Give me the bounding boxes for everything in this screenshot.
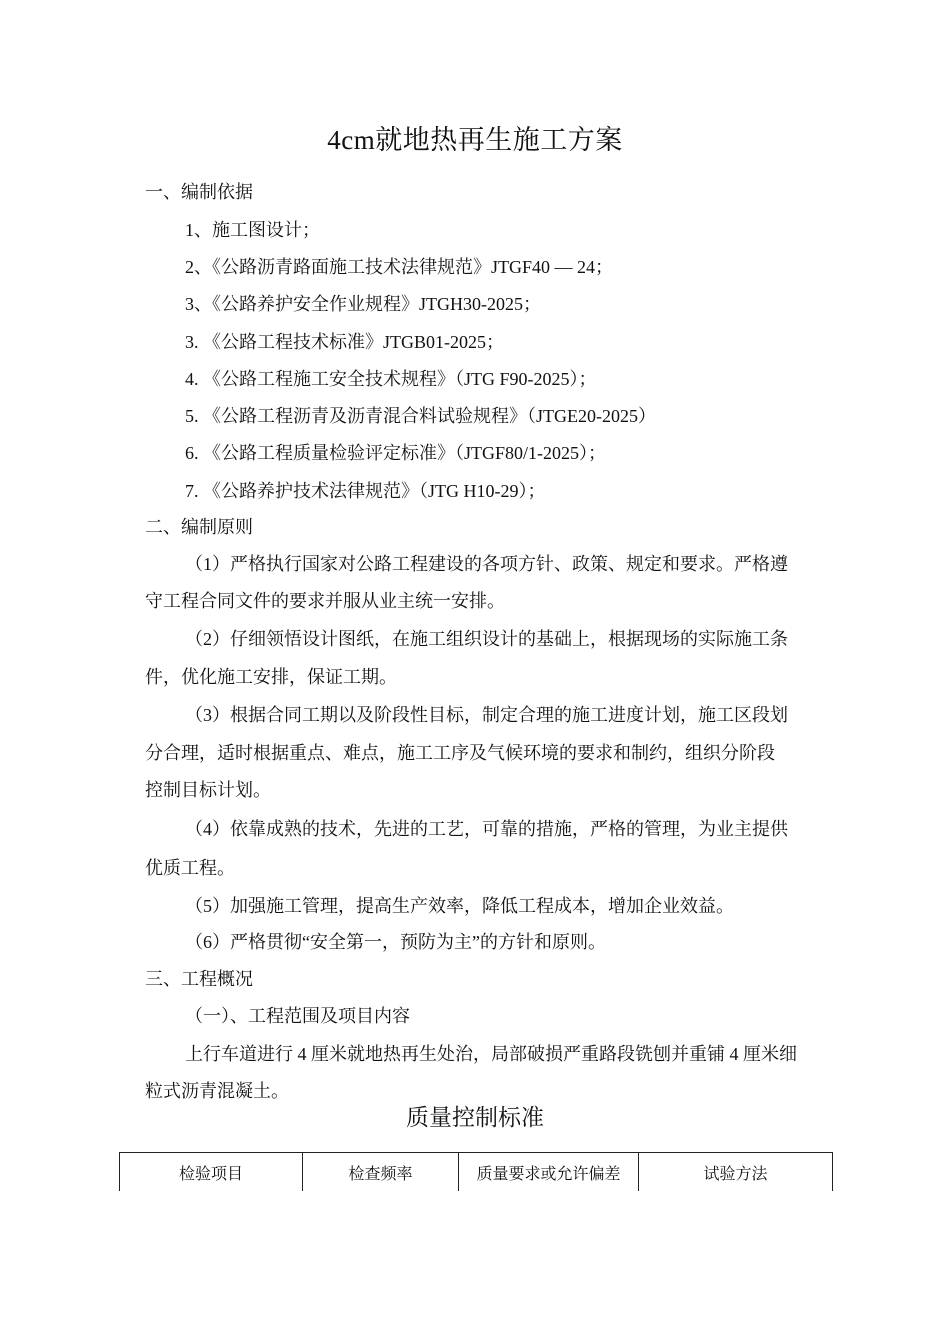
quality-control-table — [119, 1152, 833, 1191]
basis-item-2: 2、《公路沥青路面施工技术法律规范》JTGF40 — 24； — [185, 257, 614, 277]
principle-3-line-1: （3）根据合同工期以及阶段性目标，制定合理的施工进度计划，施工区段划 — [185, 705, 788, 725]
principle-4-line-1: （4）依靠成熟的技术，先进的工艺，可靠的措施，严格的管理，为业主提供 — [185, 819, 788, 839]
section-heading-principles: 二、编制原则 — [145, 517, 253, 537]
overview-subheading-scope: （一）、工程范围及项目内容 — [185, 1006, 410, 1026]
basis-item-7: 6. 《公路工程质量检验评定标准》（JTGF80/1-2025）； — [185, 443, 607, 463]
header-inspection-frequency: 检查频率 — [303, 1153, 459, 1192]
principle-2-line-2: 件，优化施工安排，保证工期。 — [145, 667, 397, 687]
basis-item-6: 5. 《公路工程沥青及沥青混合料试验规程》（JTGE20-2025） — [185, 406, 656, 426]
basis-item-3: 3、《公路养护安全作业规程》JTGH30-2025； — [185, 294, 541, 314]
basis-item-8: 7. 《公路养护技术法律规范》（JTG H10-29）； — [185, 481, 546, 501]
header-quality-requirement: 质量要求或允许偏差 — [459, 1153, 639, 1192]
section-heading-basis: 一、编制依据 — [145, 182, 253, 202]
principle-5: （5）加强施工管理，提高生产效率，降低工程成本，增加企业效益。 — [185, 896, 734, 916]
principle-2-line-1: （2）仔细领悟设计图纸，在施工组织设计的基础上，根据现场的实际施工条 — [185, 629, 788, 649]
principle-1-line-2: 守工程合同文件的要求并服从业主统一安排。 — [145, 591, 505, 611]
basis-item-5: 4. 《公路工程施工安全技术规程》（JTG F90-2025）； — [185, 369, 597, 389]
principle-3-line-2: 分合理，适时根据重点、难点，施工工序及气候环境的要求和制约，组织分阶段 — [145, 743, 775, 763]
table-title: 质量控制标准 — [406, 1105, 544, 1130]
principle-4-line-2: 优质工程。 — [145, 858, 235, 878]
principle-3-line-3: 控制目标计划。 — [145, 780, 271, 800]
header-inspection-item: 检验项目 — [120, 1153, 303, 1192]
header-test-method: 试验方法 — [639, 1153, 833, 1192]
principle-6: （6）严格贯彻“安全第一，预防为主”的方针和原则。 — [185, 932, 606, 952]
principle-1-line-1: （1）严格执行国家对公路工程建设的各项方针、政策、规定和要求。严格遵 — [185, 554, 788, 574]
section-heading-overview: 三、工程概况 — [145, 969, 253, 989]
document-title: 4cm就地热再生施工方案 — [327, 125, 623, 155]
table-header-row — [120, 1153, 833, 1192]
overview-scope-line-2: 粒式沥青混凝土。 — [145, 1081, 289, 1101]
basis-item-1: 1、施工图设计； — [185, 220, 320, 240]
overview-scope-line-1: 上行车道进行 4 厘米就地热再生处治，局部破损严重路段铣刨并重铺 4 厘米细 — [185, 1044, 797, 1064]
basis-item-4: 3. 《公路工程技术标准》JTGB01-2025； — [185, 332, 504, 352]
